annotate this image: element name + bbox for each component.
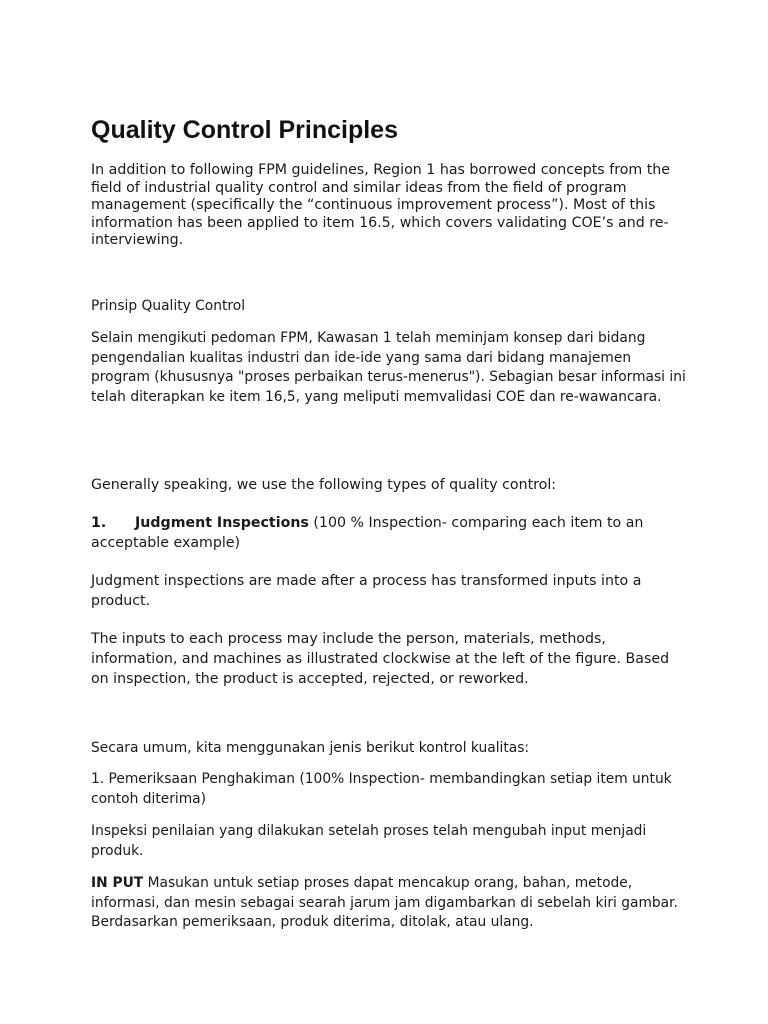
inputs-label-id: IN PUT bbox=[91, 875, 144, 891]
item-1-title: Judgment Inspections bbox=[135, 515, 309, 531]
item-1-description: (100 % Inspection- comparing each item to an acceptable example) bbox=[91, 515, 644, 551]
inputs-paragraph-id bbox=[91, 874, 691, 933]
page-title: Quality Control Principles bbox=[91, 116, 398, 144]
inputs-text-id: Masukan untuk setiap proses dapat mencakup orang, bahan, metode, informasi, dan mesin sebagai searah jarum jam digambarkan di sebelah kiri gambar. Berdasarkan pemeriksaan, produk diterima, ditolak, atau ulang. bbox=[91, 875, 678, 930]
types-intro-en: Generally speaking, we use the following types of quality control: bbox=[91, 477, 557, 493]
intro-paragraph-en: In addition to following FPM guidelines, Region 1 has borrowed concepts from the field of industrial quality control and similar ideas from the field of program management (specifically the “continuous improvement process”). Most of this information has been applied to item 16.5, which covers validating COE’s and re-interviewing. bbox=[91, 162, 671, 248]
item-1-number: 1. bbox=[91, 515, 107, 531]
inputs-paragraph-en: The inputs to each process may include the person, materials, methods, information, and machines as illustrated clockwise at the left of the figure. Based on inspection, the product is accepted, rejected, or reworked. bbox=[91, 631, 670, 687]
types-intro-id: Secara umum, kita menggunakan jenis berikut kontrol kualitas: bbox=[91, 740, 530, 756]
judgment-paragraph-id: Inspeksi penilaian yang dilakukan setelah proses telah mengubah input menjadi produk. bbox=[91, 823, 647, 859]
heading-indonesian: Prinsip Quality Control bbox=[91, 298, 246, 314]
intro-paragraph-id: Selain mengikuti pedoman FPM, Kawasan 1 telah meminjam konsep dari bidang pengendalian kualitas industri dan ide-ide yang sama dari bidang manajemen program (khususnya "proses perbaikan terus-menerus"). Sebagian besar informasi ini telah diterapkan ke item 16,5, yang meliputi memvalidasi COE dan re-wawancara. bbox=[91, 330, 686, 405]
judgment-paragraph-en: Judgment inspections are made after a process has transformed inputs into a product. bbox=[91, 573, 642, 609]
item-1-en bbox=[91, 513, 691, 553]
item-1-id: 1. Pemeriksaan Penghakiman (100% Inspection- membandingkan setiap item untuk contoh diterima) bbox=[91, 771, 672, 807]
